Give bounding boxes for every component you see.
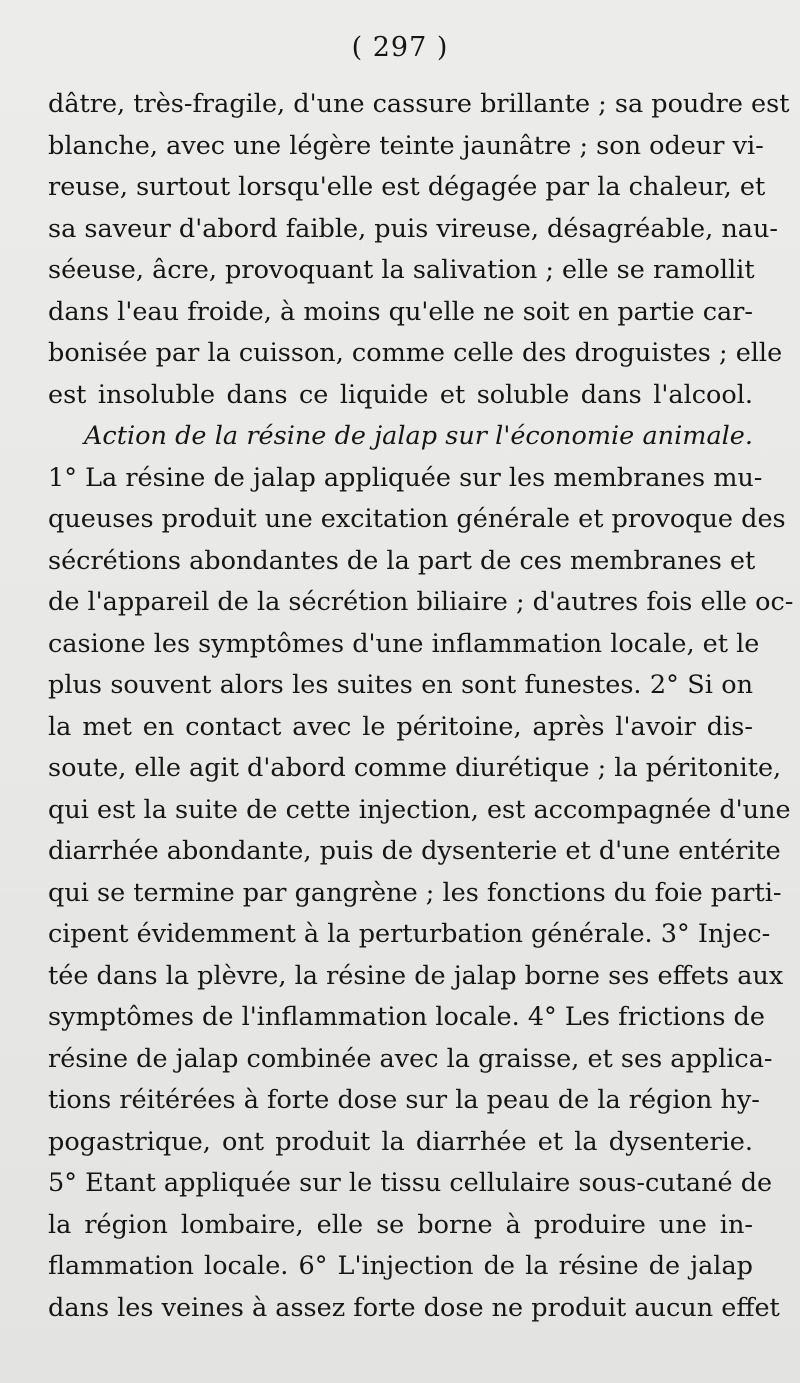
- page-body: [48, 84, 794, 1329]
- page-number: ( 297 ): [351, 32, 449, 63]
- text-line: diarrhée abondante, puis de dysenterie et d'une entérite: [48, 836, 781, 866]
- text-line: blanche, avec une légère teinte jaunâtre ; son odeur vi-: [48, 130, 764, 161]
- text-line: la met en contact avec le péritoine, après l'avoir dis-: [48, 711, 753, 742]
- text-line: casione les symptômes d'une inflammation locale, et le: [48, 628, 760, 659]
- text-line: de l'appareil de la sécrétion biliaire ; d'autres fois elle oc-: [48, 587, 794, 617]
- text-line: reuse, surtout lorsqu'elle est dégagée par la chaleur, et: [48, 172, 766, 202]
- text-line: séeuse, âcre, provoquant la salivation ; elle se ramollit: [48, 255, 755, 285]
- text-line: dans les veines à assez forte dose ne produit aucun effet: [48, 1292, 780, 1323]
- text-line: est insoluble dans ce liquide et soluble dans l'alcool.: [48, 379, 753, 410]
- text-line: 1° La résine de jalap appliquée sur les membranes mu-: [48, 462, 763, 493]
- text-line: tions réitérées à forte dose sur la peau de la région hy-: [48, 1085, 760, 1115]
- text-line: soute, elle agit d'abord comme diurétique ; la péritonite,: [48, 753, 782, 783]
- text-line: sécrétions abondantes de la part de ces membranes et: [48, 545, 756, 576]
- text-line: résine de jalap combinée avec la graisse, et ses applica-: [48, 1043, 773, 1074]
- section-heading: Action de la résine de jalap sur l'économie animale.: [84, 421, 753, 451]
- text-line: qui se termine par gangrène ; les fonctions du foie parti-: [48, 877, 782, 908]
- text-line: symptômes de l'inflammation locale. 4° Les frictions de: [48, 1002, 765, 1032]
- text-line: bonisée par la cuisson, comme celle des droguistes ; elle: [48, 338, 783, 368]
- text-line: sa saveur d'abord faible, puis vireuse, désagréable, nau-: [48, 213, 779, 244]
- text-line: la région lombaire, elle se borne à produire une in-: [48, 1209, 753, 1240]
- text-line: pogastrique, ont produit la diarrhée et la dysenterie.: [48, 1126, 753, 1157]
- text-line: dâtre, très-fragile, d'une cassure brillante ; sa poudre est: [48, 89, 790, 119]
- text-line: dans l'eau froide, à moins qu'elle ne soit en partie car-: [48, 296, 753, 327]
- text-line: plus souvent alors les suites en sont funestes. 2° Si on: [48, 670, 753, 700]
- text-line: qui est la suite de cette injection, est accompagnée d'une: [48, 794, 791, 825]
- text-line: 5° Etant appliquée sur le tissu cellulaire sous-cutané de: [48, 1168, 773, 1198]
- text-line: flammation locale. 6° L'injection de la résine de jalap: [48, 1251, 753, 1281]
- text-line: cipent évidemment à la perturbation générale. 3° Injec-: [48, 919, 771, 949]
- text-line: queuses produit une excitation générale et provoque des: [48, 504, 786, 534]
- text-line: tée dans la plèvre, la résine de jalap borne ses effets aux: [48, 960, 784, 991]
